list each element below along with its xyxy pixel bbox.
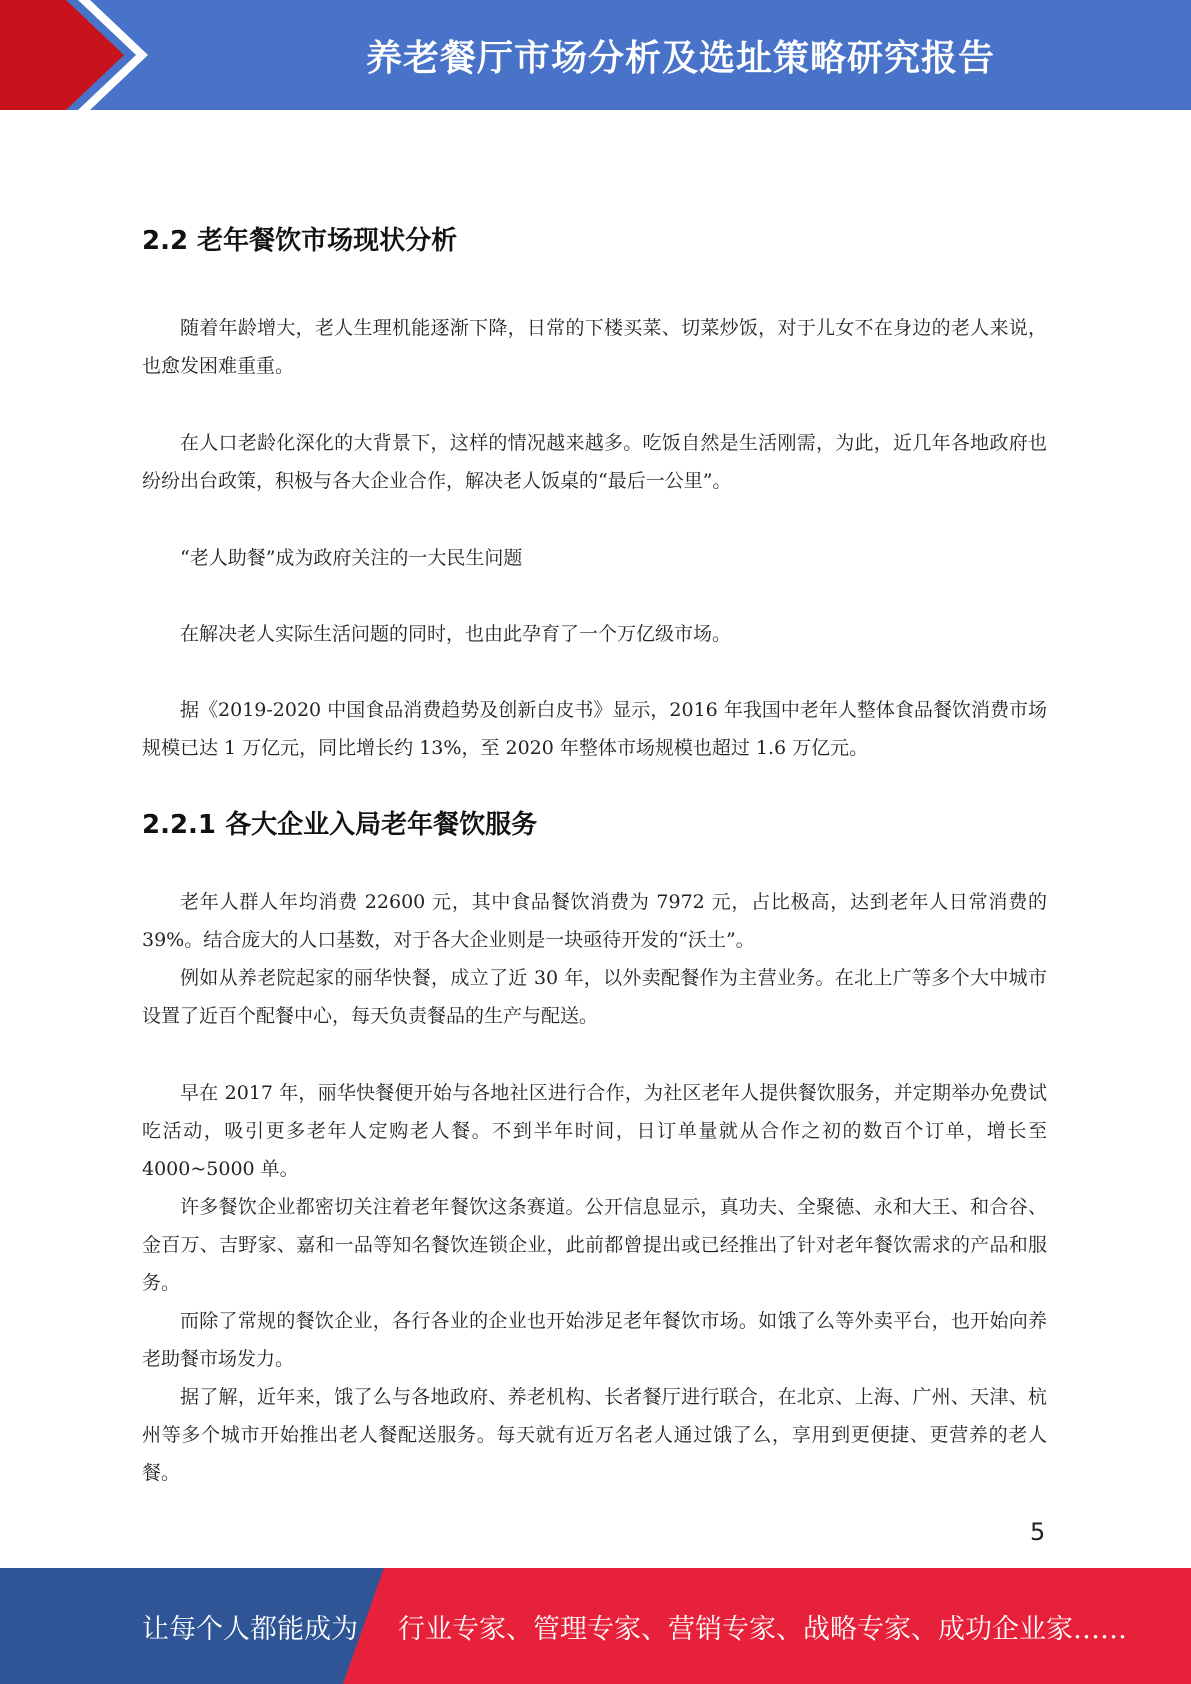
paragraph: 例如从养老院起家的丽华快餐，成立了近 30 年，以外卖配餐作为主营业务。在北上广等多个大中城市设置了近百个配餐中心，每天负责餐品的生产与配送。 (142, 967, 1047, 1027)
paragraph: “老人助餐”成为政府关注的一大民生问题 (180, 547, 523, 569)
paragraph: 在解决老人实际生活问题的同时，也由此孕育了一个万亿级市场。 (180, 623, 732, 645)
paragraph: 许多餐饮企业都密切关注着老年餐饮这条赛道。公开信息显示，真功夫、全聚德、永和大王、和合谷、金百万、吉野家、嘉和一品等知名餐饮连锁企业，此前都曾提出或已经推出了针对老年餐饮需求的产品和服务。 (142, 1196, 1047, 1294)
footer-slogan-left: 让每个人都能成为 (142, 1613, 358, 1645)
report-title: 养老餐厅市场分析及选址策略研究报告 (365, 37, 995, 79)
paragraph: 而除了常规的餐饮企业，各行各业的企业也开始涉足老年餐饮市场。如饿了么等外卖平台，也开始向养老助餐市场发力。 (142, 1310, 1047, 1370)
page-number: 5 (1030, 1518, 1046, 1546)
paragraph: 据了解，近年来，饿了么与各地政府、养老机构、长者餐厅进行联合，在北京、上海、广州、天津、杭州等多个城市开始推出老人餐配送服务。每天就有近万名老人通过饿了么，享用到更便捷、更营养的老人餐。 (142, 1386, 1047, 1484)
footer-slogan-right: 行业专家、管理专家、营销专家、战略专家、成功企业家…… (398, 1613, 1127, 1645)
page-footer (0, 1568, 1191, 1684)
section-heading-2-2-1: 2.2.1 各大企业入局老年餐饮服务 (142, 810, 538, 840)
section-heading-2-2: 2.2 老年餐饮市场现状分析 (142, 226, 458, 256)
paragraph: 随着年龄增大，老人生理机能逐渐下降，日常的下楼买菜、切菜炒饭，对于儿女不在身边的老人来说，也愈发困难重重。 (142, 317, 1047, 377)
paragraph: 据《2019-2020 中国食品消费趋势及创新白皮书》显示，2016 年我国中老年人整体食品餐饮消费市场规模已达 1 万亿元，同比增长约 13%，至 2020 年整体市场规模也超过 1.6 万亿元。 (142, 699, 1047, 759)
paragraph: 在人口老龄化深化的大背景下，这样的情况越来越多。吃饭自然是生活刚需，为此，近几年各地政府也纷纷出台政策，积极与各大企业合作，解决老人饭桌的“最后一公里”。 (142, 432, 1047, 492)
paragraph: 老年人群人年均消费 22600 元，其中食品餐饮消费为 7972 元，占比极高，达到老年人日常消费的 39%。结合庞大的人口基数，对于各大企业则是一块亟待开发的“沃土”。 (142, 891, 1047, 951)
page-header (0, 0, 1191, 110)
paragraph: 早在 2017 年，丽华快餐便开始与各地社区进行合作，为社区老年人提供餐饮服务，并定期举办免费试吃活动，吸引更多老年人定购老人餐。不到半年时间，日订单量就从合作之初的数百个订单，增长至 4000~5000 单。 (142, 1082, 1047, 1180)
